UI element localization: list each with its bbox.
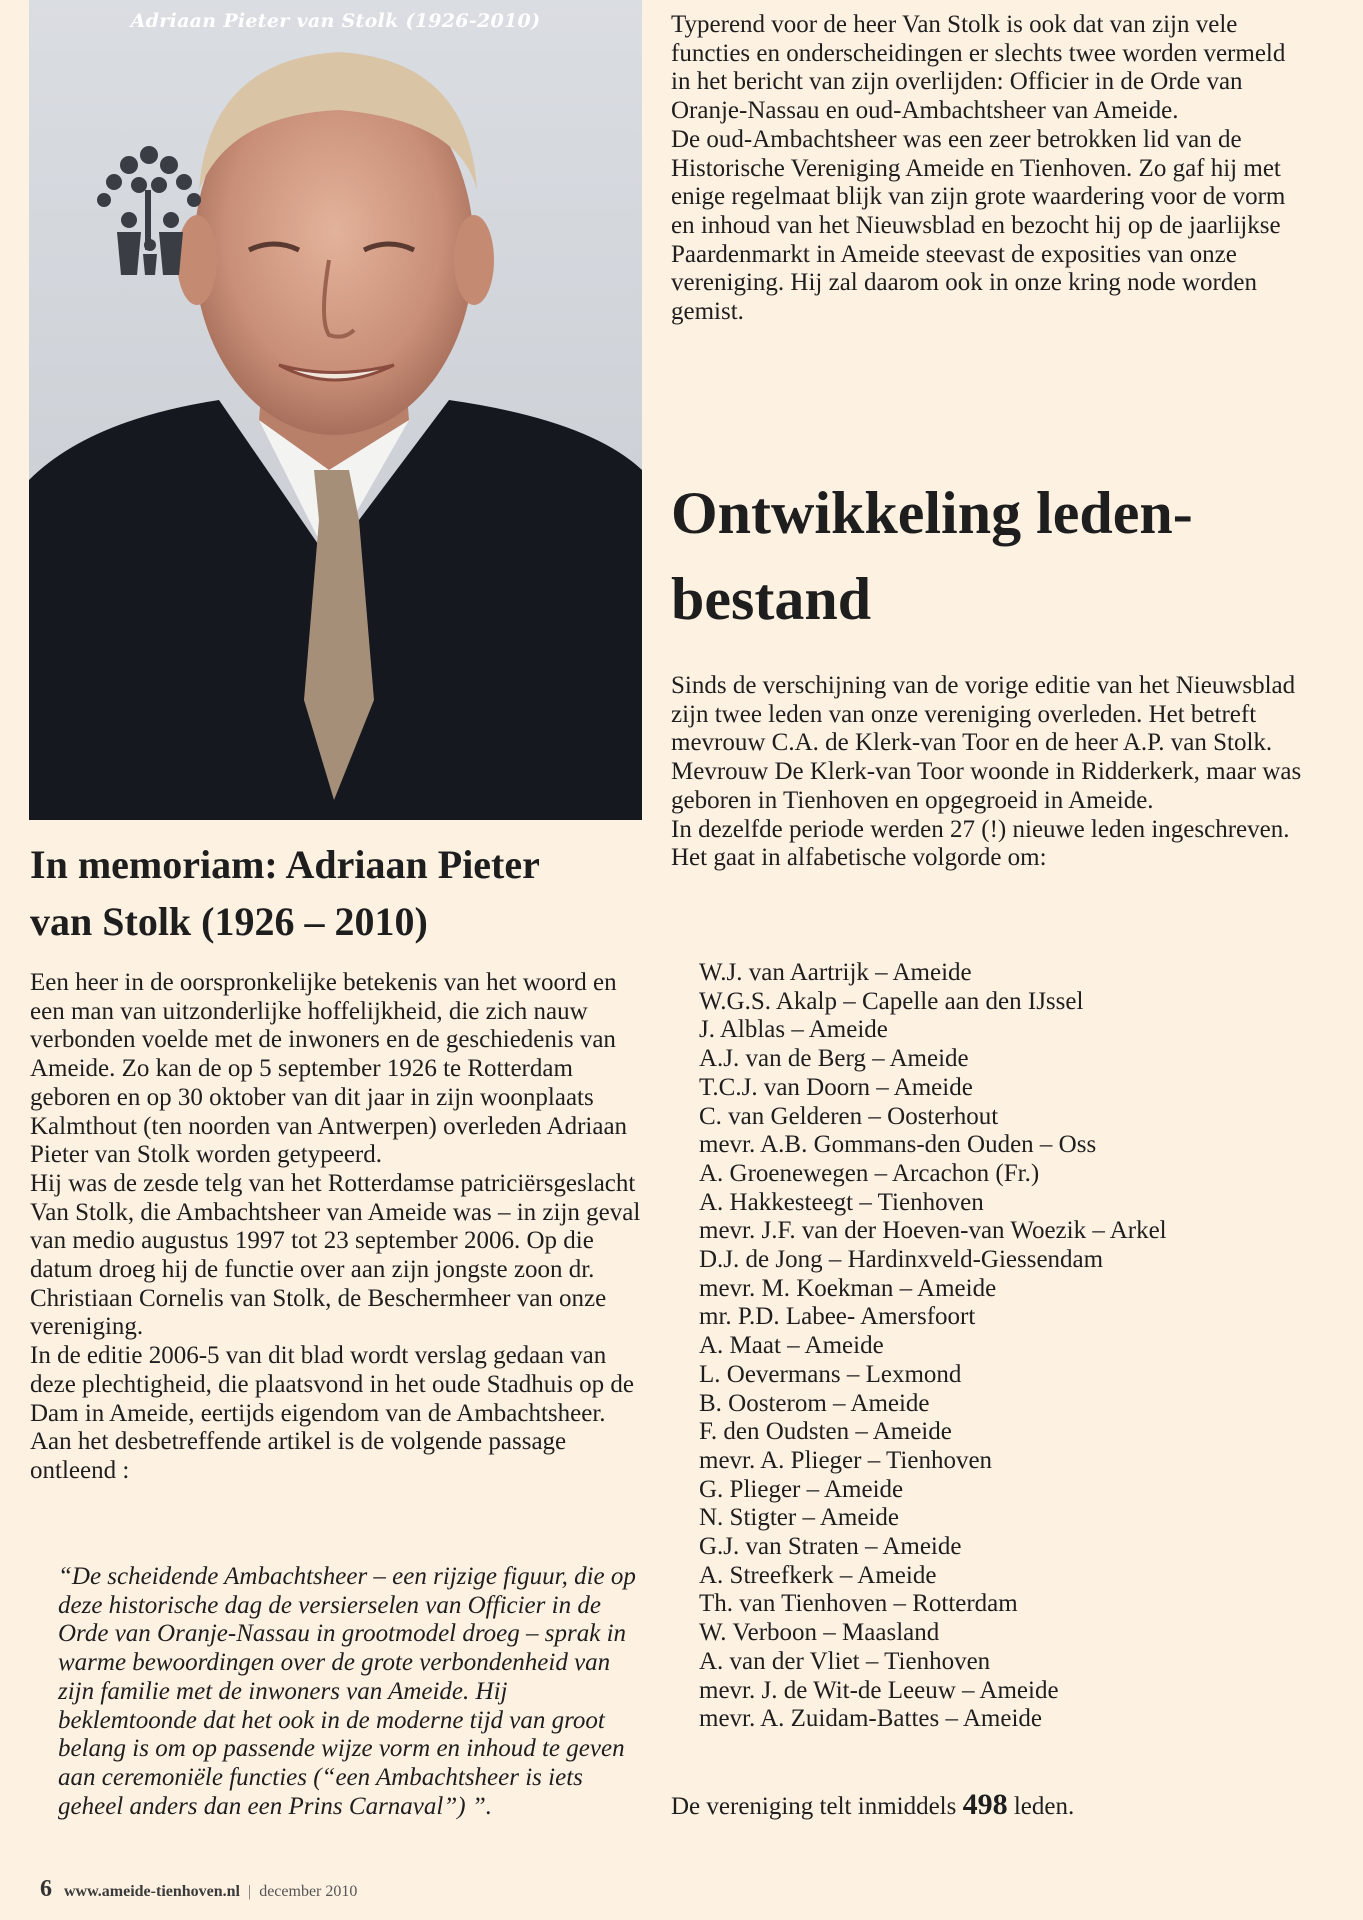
list-item: B. Oosterom – Ameide: [699, 1389, 930, 1417]
memoriam-paragraph-3: In de editie 2006-5 van dit blad wordt verslag gedaan van deze plechtigheid, die plaatsvond in het oude Stadhuis op de Dam in Ameide, eertijds eigendom van de Ambachtsheer. Aan het desbetreffende artikel is de volgende passage ontleend :: [30, 1342, 635, 1484]
memoriam-paragraph-5: De oud-Ambachtsheer was een zeer betrokken lid van de Historische Vereniging Ameide en Tienhoven. Zo gaf hij met enige regelmaat blijk van zijn grote waardering voor de vorm en inhoud van het Nieuwsblad en bezocht hij op de jaarlijkse Paardenmarkt in Ameide steevast de exposities van onze vereniging. Hij zal daarom ook in onze kring node worden gemist.: [671, 125, 1286, 326]
leden-heading: [671, 470, 1231, 642]
footer-separator: |: [248, 1883, 252, 1900]
list-item: W.G.S. Akalp – Capelle aan den IJssel: [699, 987, 1084, 1015]
member-total-prefix: De vereniging telt inmiddels: [671, 1793, 957, 1820]
leden-paragraph-1: Sinds de verschijning van de vorige editie van het Nieuwsblad zijn twee leden van onze vereniging overleden. Het betreft mevrouw C.A. de Klerk-van Toor en de heer A.P. van Stolk.: [671, 672, 1296, 757]
memoriam-continued: [671, 11, 1311, 327]
photo-caption: Adriaan Pieter van Stolk (1926-2010): [130, 10, 541, 32]
list-item: F. den Oudsten – Ameide: [699, 1418, 952, 1446]
list-item: mevr. J.F. van der Hoeven-van Woezik – Arkel: [699, 1217, 1167, 1245]
list-item: mr. P.D. Labee- Amersfoort: [699, 1303, 976, 1331]
list-item: mevr. A.B. Gommans-den Ouden – Oss: [699, 1131, 1097, 1159]
member-total: [671, 1788, 1311, 1824]
member-total-count: 498: [962, 1788, 1008, 1821]
memoriam-heading: [30, 836, 644, 950]
portrait-illustration: [29, 0, 642, 820]
memoriam-body: [30, 969, 644, 1486]
list-item: W. Verboon – Maasland: [699, 1619, 940, 1647]
memoriam-quote: “De scheidende Ambachtsheer – een rijzige figuur, die op deze historische dag de versierselen van Officier in de Orde van Oranje-Nassau in grootmodel droeg – sprak in warme bewoordingen over de grote verbondenheid van zijn familie met de inwoners van Ameide. Hij beklemtoonde dat het ook in de moderne tijd van groot belang is om op passende wijze vorm en inhoud te geven aan ceremoniële functies (“een Ambachtsheer is iets geheel anders dan een Prins Carnaval”) ”.: [58, 1563, 636, 1820]
list-item: Th. van Tienhoven – Rotterdam: [699, 1590, 1018, 1618]
list-item: mevr. A. Zuidam-Battes – Ameide: [699, 1705, 1042, 1733]
list-item: A.J. van de Berg – Ameide: [699, 1045, 969, 1073]
portrait-photo: [29, 0, 642, 820]
footer-date: december 2010: [259, 1883, 358, 1900]
list-item: G. Plieger – Ameide: [699, 1475, 904, 1503]
new-members-list: [699, 959, 1167, 1734]
memoriam-paragraph-1: Een heer in de oorspronkelijke betekenis van het woord en een man van uitzonderlijke hoffelijkheid, die zich nauw verbonden voelde met de inwoners en de geschiedenis van Ameide. Zo kan de op 5 september 1926 te Rotterdam geboren en op 30 oktober van dit jaar in zijn woonplaats Kalmthout (ten noorden van Antwerpen) overleden Adriaan Pieter van Stolk worden getypeerd.: [30, 969, 628, 1169]
member-total-suffix: leden.: [1013, 1793, 1075, 1820]
list-item: T.C.J. van Doorn – Ameide: [699, 1073, 973, 1101]
page-number: 6: [40, 1876, 52, 1902]
list-item: mevr. A. Plieger – Tienhoven: [699, 1446, 993, 1474]
footer-website-link[interactable]: www.ameide-tienhoven.nl: [64, 1883, 240, 1900]
list-item: N. Stigter – Ameide: [699, 1504, 899, 1532]
list-item: L. Oevermans – Lexmond: [699, 1360, 962, 1388]
leden-heading-line1: Ontwikkeling leden-: [671, 480, 1193, 546]
list-item: C. van Gelderen – Oosterhout: [699, 1102, 999, 1130]
leden-heading-line2: bestand: [671, 566, 872, 632]
list-item: D.J. de Jong – Hardinxveld-Giessendam: [699, 1246, 1104, 1274]
list-item: mevr. J. de Wit-de Leeuw – Ameide: [699, 1676, 1059, 1704]
list-item: G.J. van Straten – Ameide: [699, 1533, 962, 1561]
list-item: J. Alblas – Ameide: [699, 1016, 888, 1044]
list-item: A. Maat – Ameide: [699, 1332, 884, 1360]
leden-paragraph-2: Mevrouw De Klerk-van Toor woonde in Ridderkerk, maar was geboren in Tienhoven en opgegroeid in Ameide.: [671, 758, 1302, 814]
memoriam-paragraph-2: Hij was de zesde telg van het Rotterdamse patriciërsgeslacht Van Stolk, die Ambachtsheer van Ameide was – in zijn geval van medio augustus 1997 tot 23 september 2006. Op die datum droeg hij de functie over aan zijn jongste zoon dr. Christiaan Cornelis van Stolk, de Beschermheer van onze vereniging.: [30, 1169, 641, 1341]
list-item: W.J. van Aartrijk – Ameide: [699, 959, 972, 986]
list-item: A. Streefkerk – Ameide: [699, 1561, 937, 1589]
memoriam-heading-line1: In memoriam: Adriaan Pieter: [30, 842, 540, 887]
list-item: A. Groenewegen – Arcachon (Fr.): [699, 1159, 1040, 1187]
list-item: mevr. M. Koekman – Ameide: [699, 1274, 997, 1302]
page-footer: [40, 1876, 357, 1903]
list-item: A. Hakkesteegt – Tienhoven: [699, 1188, 984, 1216]
leden-body: [671, 672, 1311, 873]
memoriam-paragraph-4: Typerend voor de heer Van Stolk is ook dat van zijn vele functies en onderscheidingen er slechts twee worden vermeld in het bericht van zijn overlijden: Officier in de Orde van Oranje-Nassau en oud-Ambachtsheer van Ameide.: [671, 11, 1286, 125]
list-item: A. van der Vliet – Tienhoven: [699, 1647, 991, 1675]
memoriam-heading-line2: van Stolk (1926 – 2010): [30, 899, 428, 944]
leden-paragraph-3: In dezelfde periode werden 27 (!) nieuwe leden ingeschreven. Het gaat in alfabetische volgorde om:: [671, 815, 1290, 872]
